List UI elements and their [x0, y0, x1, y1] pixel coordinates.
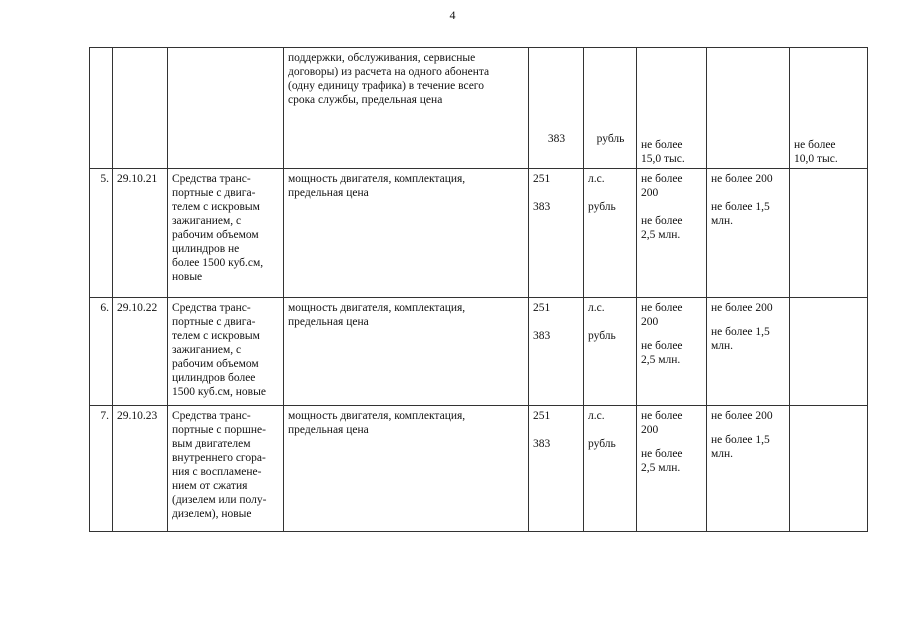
- value-a-1: не более 200: [641, 302, 683, 328]
- unit-1: л.с.: [588, 173, 605, 185]
- cell-index: 5.: [90, 169, 113, 298]
- table-row: [90, 406, 868, 532]
- cell-characteristic: мощность двигателя, комплектация, предельная цена: [284, 298, 529, 406]
- cell-okpd: 29.10.21: [113, 169, 168, 298]
- cell-value-c: [790, 406, 868, 532]
- cell-name: Средства транс- портные с двига- телем с искровым зажиганием, с рабочим объемом цилиндров более 1500 куб.см, новые: [168, 298, 284, 406]
- cell-code: 383: [529, 48, 584, 169]
- cell-unit: [584, 406, 637, 532]
- cell-unit: [584, 298, 637, 406]
- cell-characteristic: поддержки, обслуживания, сервисные договоры) из расчета на одного абонента (одну единицу трафика) в течение всего срока службы, предельная цена: [284, 48, 529, 169]
- cell-code: [529, 406, 584, 532]
- code-1: 251: [533, 410, 551, 422]
- table-row: [90, 298, 868, 406]
- value-b-1: не более 200: [711, 410, 773, 422]
- unit-2: рубль: [588, 330, 616, 342]
- cell-okpd: 29.10.22: [113, 298, 168, 406]
- cell-index: 7.: [90, 406, 113, 532]
- cell-value-a: [637, 169, 707, 298]
- cell-unit: [584, 169, 637, 298]
- value-a-2: не более 2,5 млн.: [641, 340, 683, 366]
- cell-value-b: [707, 406, 790, 532]
- table-row-continued: [90, 48, 868, 169]
- cell-value-a: [637, 406, 707, 532]
- cell-code: [529, 298, 584, 406]
- requirements-table: [89, 47, 868, 532]
- cell-characteristic: мощность двигателя, комплектация, предельная цена: [284, 169, 529, 298]
- cell-unit: рубль: [584, 48, 637, 169]
- cell-value-a: не более 15,0 тыс.: [637, 48, 707, 169]
- cell-value-c: не более 10,0 тыс.: [790, 48, 868, 169]
- table-row: [90, 169, 868, 298]
- code-1: 251: [533, 302, 551, 314]
- cell-value-a: [637, 298, 707, 406]
- value-a-2: не более 2,5 млн.: [641, 448, 683, 474]
- cell-value-b: [707, 298, 790, 406]
- cell-code: [529, 169, 584, 298]
- unit-2: рубль: [588, 438, 616, 450]
- value-b-1: не более 200: [711, 173, 773, 185]
- page-number: 4: [449, 8, 456, 22]
- cell-index: 6.: [90, 298, 113, 406]
- value-b-1: не более 200: [711, 302, 773, 314]
- code-2: 383: [533, 330, 551, 342]
- code-1: 251: [533, 173, 551, 185]
- cell-value-b: [707, 169, 790, 298]
- cell-value-b: [707, 48, 790, 169]
- cell-value-c: [790, 169, 868, 298]
- cell-name: Средства транс- портные с поршне- вым двигателем внутреннего сгора- ния с воспламене- нием от сжатия (дизелем или полу- дизелем), новые: [168, 406, 284, 532]
- unit-2: рубль: [588, 201, 616, 213]
- cell-value-c: [790, 298, 868, 406]
- cell-name: Средства транс- портные с двига- телем с искровым зажиганием, с рабочим объемом цилиндров не более 1500 куб.см, новые: [168, 169, 284, 298]
- cell-index: [90, 48, 113, 169]
- value-b-2: не более 1,5 млн.: [711, 326, 770, 352]
- value-b-2: не более 1,5 млн.: [711, 434, 770, 460]
- cell-characteristic: мощность двигателя, комплектация, предельная цена: [284, 406, 529, 532]
- value-b-2: не более 1,5 млн.: [711, 201, 770, 227]
- cell-okpd: 29.10.23: [113, 406, 168, 532]
- value-a-2: не более 2,5 млн.: [641, 215, 683, 241]
- value-a-1: не более 200: [641, 410, 683, 436]
- code-2: 383: [533, 201, 551, 213]
- value-a-1: не более 200: [641, 173, 683, 199]
- cell-name: [168, 48, 284, 169]
- code-2: 383: [533, 438, 551, 450]
- unit-1: л.с.: [588, 410, 605, 422]
- cell-okpd: [113, 48, 168, 169]
- unit-1: л.с.: [588, 302, 605, 314]
